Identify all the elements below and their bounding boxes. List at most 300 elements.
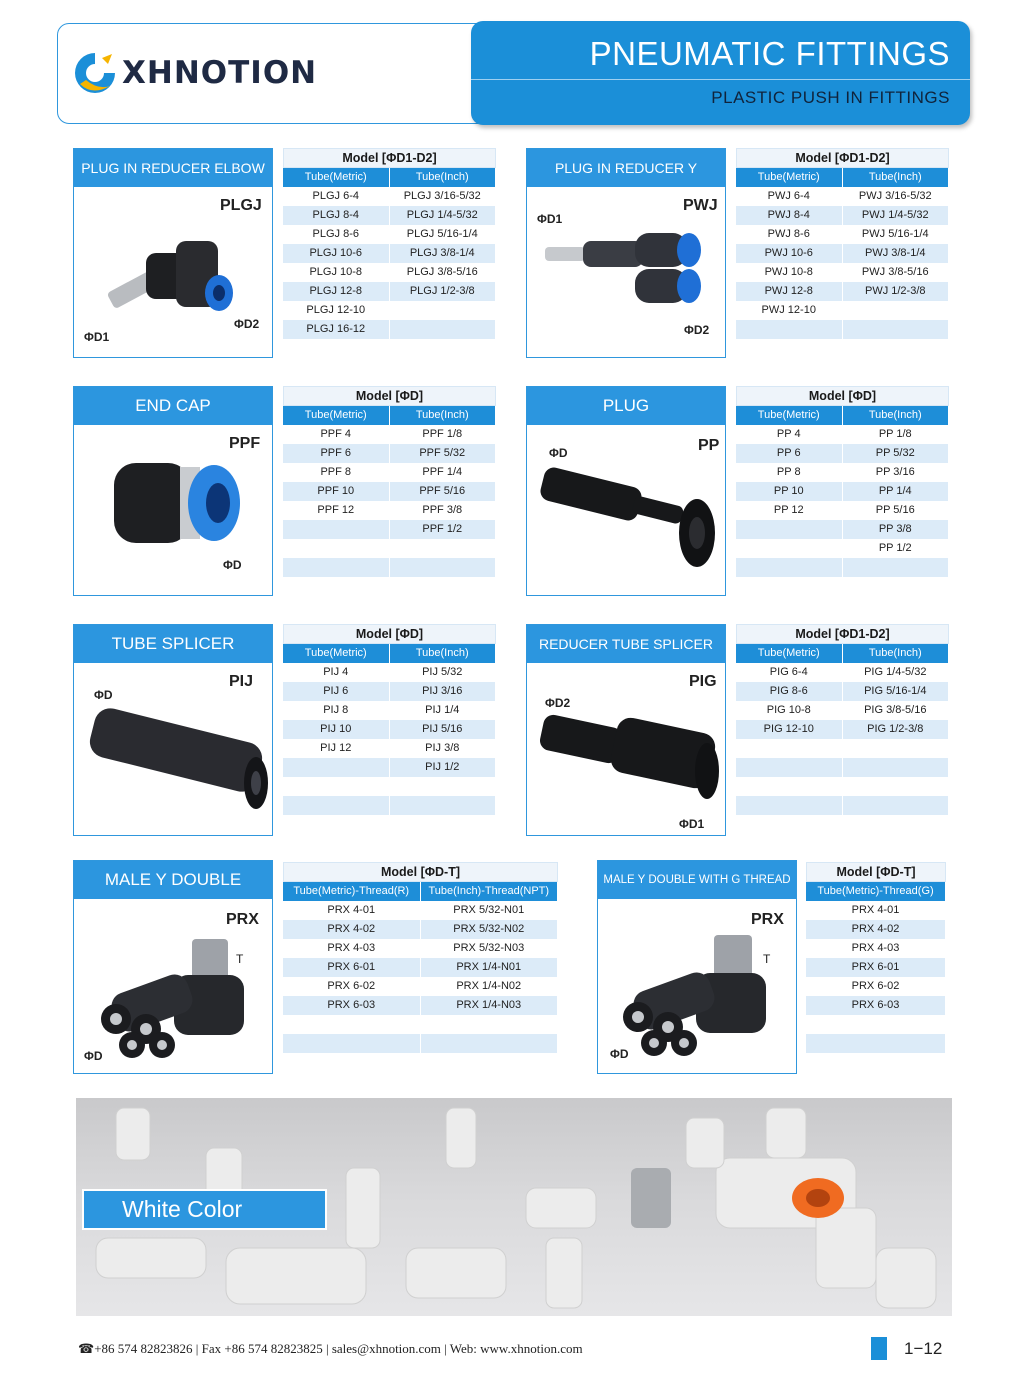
table-cell: PP 1/4 — [843, 482, 950, 501]
table-row — [283, 901, 558, 920]
column-header-cell: Tube(Metric)-Thread(R) — [283, 882, 421, 901]
model-table-prx-2 — [806, 862, 946, 1072]
table-cell: PLGJ 10-6 — [283, 244, 390, 263]
contact-footer — [78, 1341, 583, 1357]
panel-prx-1 — [73, 860, 273, 1074]
table-cell: PP 8 — [736, 463, 843, 482]
table-cell — [283, 1015, 421, 1034]
table-row — [806, 1015, 946, 1034]
brand-logo — [72, 50, 317, 96]
table-cell — [390, 577, 497, 596]
table-cell: PWJ 12-10 — [736, 301, 843, 320]
model-table-pp — [736, 386, 949, 596]
table-cell — [390, 796, 497, 815]
panel-title: MALE Y DOUBLE WITH G THREAD — [598, 861, 796, 899]
table-cell: PRX 4-03 — [283, 939, 421, 958]
table-row — [806, 996, 946, 1015]
table-cell: PP 5/32 — [843, 444, 950, 463]
table-row — [283, 263, 496, 282]
dimension-label-d: ΦD — [84, 1049, 103, 1063]
page-title: PNEUMATIC FITTINGS — [589, 35, 950, 72]
table-row — [806, 1034, 946, 1053]
table-row — [283, 663, 496, 682]
table-cell: PP 5/16 — [843, 501, 950, 520]
table-row — [736, 301, 949, 320]
table-cell: PPF 1/2 — [390, 520, 497, 539]
table-row — [283, 815, 496, 834]
table-row — [283, 339, 496, 358]
table-row — [736, 320, 949, 339]
table-row — [283, 920, 558, 939]
table-cell: PLGJ 3/8-5/16 — [390, 263, 497, 282]
panel-pp — [526, 386, 726, 596]
dimension-label-t: T — [236, 952, 244, 966]
table-model-header: Model [ΦD1-D2] — [283, 148, 496, 168]
table-cell: PWJ 1/2-3/8 — [843, 282, 950, 301]
table-model-header: Model [ΦD1-D2] — [736, 624, 949, 644]
panel-title: PLUG — [527, 387, 725, 425]
white-color-badge: White Color — [82, 1189, 327, 1230]
table-row — [283, 558, 496, 577]
panel-title: PLUG IN REDUCER Y — [527, 149, 725, 187]
table-cell: PIJ 3/16 — [390, 682, 497, 701]
table-cell: PIG 8-6 — [736, 682, 843, 701]
table-cell: PPF 8 — [283, 463, 390, 482]
column-header-cell: Tube(Metric) — [283, 168, 390, 187]
table-row — [806, 1053, 946, 1072]
dimension-label-d1: ΦD1 — [537, 212, 563, 226]
table-cell: PP 12 — [736, 501, 843, 520]
table-column-header — [283, 168, 496, 187]
table-row — [736, 244, 949, 263]
table-row — [283, 225, 496, 244]
table-column-header — [736, 168, 949, 187]
table-cell: PRX 6-01 — [283, 958, 421, 977]
table-cell: PWJ 10-8 — [736, 263, 843, 282]
table-column-header — [806, 882, 946, 901]
model-code: PP — [698, 437, 720, 454]
dimension-label-d1: ΦD1 — [679, 817, 705, 831]
panel-title: REDUCER TUBE SPLICER — [527, 625, 725, 663]
table-row — [283, 1053, 558, 1072]
table-cell: PIG 10-8 — [736, 701, 843, 720]
table-cell: PRX 6-03 — [283, 996, 421, 1015]
table-cell: PP 6 — [736, 444, 843, 463]
table-cell — [390, 320, 497, 339]
y-fitting-image — [539, 225, 719, 321]
table-row — [736, 720, 949, 739]
table-row — [736, 577, 949, 596]
table-cell: PIJ 1/2 — [390, 758, 497, 777]
table-row — [283, 682, 496, 701]
table-cell: PPF 5/32 — [390, 444, 497, 463]
table-row — [736, 263, 949, 282]
xhnotion-logo-icon — [72, 50, 118, 96]
table-cell: PPF 10 — [283, 482, 390, 501]
table-row — [736, 425, 949, 444]
contact-info: +86 574 82823826 | Fax +86 574 82823825 | sales@xhnotion.com | Web: www.xhnotion.com — [94, 1341, 583, 1356]
table-cell — [736, 520, 843, 539]
table-row — [736, 463, 949, 482]
table-cell: PP 10 — [736, 482, 843, 501]
table-cell: PWJ 3/8-1/4 — [843, 244, 950, 263]
model-code: PRX — [751, 911, 784, 928]
page-number: 1−12 — [904, 1339, 943, 1358]
table-cell: PIG 6-4 — [736, 663, 843, 682]
model-code: PLGJ — [220, 197, 262, 214]
tube-splicer-image — [84, 705, 269, 815]
table-row — [283, 958, 558, 977]
table-cell — [390, 815, 497, 834]
table-cell: PRX 5/32-N02 — [421, 920, 559, 939]
table-row — [283, 939, 558, 958]
table-row — [736, 482, 949, 501]
table-cell — [283, 758, 390, 777]
table-cell: PWJ 3/16-5/32 — [843, 187, 950, 206]
table-model-header: Model [ΦD-T] — [806, 862, 946, 882]
table-column-header — [736, 406, 949, 425]
table-cell — [806, 1053, 946, 1072]
table-cell: PPF 4 — [283, 425, 390, 444]
panel-plgj — [73, 148, 273, 358]
table-model-header: Model [ΦD] — [283, 624, 496, 644]
table-cell: PIJ 6 — [283, 682, 390, 701]
table-cell: PLGJ 8-6 — [283, 225, 390, 244]
table-cell: PIG 5/16-1/4 — [843, 682, 950, 701]
table-cell: PRX 4-03 — [806, 939, 946, 958]
table-row — [283, 577, 496, 596]
table-cell — [283, 1034, 421, 1053]
table-cell — [843, 320, 950, 339]
table-row — [806, 958, 946, 977]
table-cell: PLGJ 12-10 — [283, 301, 390, 320]
table-cell: PRX 6-02 — [283, 977, 421, 996]
panel-ppf — [73, 386, 273, 596]
table-column-header — [283, 882, 558, 901]
plug-image — [537, 463, 722, 573]
panel-prx-2 — [597, 860, 797, 1074]
page-number-marker — [871, 1337, 887, 1360]
model-code: PPF — [229, 435, 261, 452]
table-cell: PRX 4-02 — [806, 920, 946, 939]
table-cell — [736, 815, 843, 834]
table-cell: PRX 4-02 — [283, 920, 421, 939]
table-cell: PLGJ 12-8 — [283, 282, 390, 301]
table-row — [283, 520, 496, 539]
model-table-pig — [736, 624, 949, 834]
column-header-cell: Tube(Inch) — [390, 644, 497, 663]
column-header-cell: Tube(Metric)-Thread(G) — [806, 882, 946, 901]
table-cell: PP 1/2 — [843, 539, 950, 558]
table-cell: PIJ 4 — [283, 663, 390, 682]
table-cell: PIG 1/2-3/8 — [843, 720, 950, 739]
table-row — [283, 1034, 558, 1053]
table-row — [736, 796, 949, 815]
table-cell — [843, 301, 950, 320]
table-cell: PRX 6-01 — [806, 958, 946, 977]
dimension-label-d: ΦD — [223, 558, 242, 572]
table-cell — [390, 539, 497, 558]
column-header-cell: Tube(Metric) — [283, 644, 390, 663]
table-cell — [843, 739, 950, 758]
table-cell: PIJ 3/8 — [390, 739, 497, 758]
table-cell — [421, 1034, 559, 1053]
table-row — [736, 501, 949, 520]
page-header — [57, 23, 967, 124]
table-cell — [390, 301, 497, 320]
table-row — [283, 206, 496, 225]
table-cell: PPF 3/8 — [390, 501, 497, 520]
table-row — [736, 682, 949, 701]
table-cell — [390, 558, 497, 577]
table-row — [736, 758, 949, 777]
column-header-cell: Tube(Inch) — [843, 406, 950, 425]
table-cell — [421, 1053, 559, 1072]
table-cell: PPF 5/16 — [390, 482, 497, 501]
panel-pwj — [526, 148, 726, 358]
table-row — [736, 701, 949, 720]
table-cell — [736, 577, 843, 596]
phone-icon: ☎ — [78, 1341, 95, 1356]
table-cell: PPF 12 — [283, 501, 390, 520]
table-row — [283, 482, 496, 501]
page-subtitle: PLASTIC PUSH IN FITTINGS — [711, 88, 950, 107]
table-row — [283, 444, 496, 463]
header-divider — [471, 79, 970, 80]
table-model-header: Model [ΦD] — [736, 386, 949, 406]
table-cell: PLGJ 10-8 — [283, 263, 390, 282]
table-cell — [283, 539, 390, 558]
table-cell — [806, 1015, 946, 1034]
table-row — [283, 320, 496, 339]
table-cell: PIG 12-10 — [736, 720, 843, 739]
model-code: PWJ — [683, 197, 718, 214]
table-cell: PP 1/8 — [843, 425, 950, 444]
model-table-pij — [283, 624, 496, 834]
table-row — [283, 425, 496, 444]
table-cell — [843, 577, 950, 596]
table-cell: PLGJ 1/4-5/32 — [390, 206, 497, 225]
white-fittings-photo — [76, 1098, 952, 1316]
table-cell: PP 3/8 — [843, 520, 950, 539]
table-cell: PWJ 6-4 — [736, 187, 843, 206]
table-column-header — [283, 644, 496, 663]
table-cell: PWJ 1/4-5/32 — [843, 206, 950, 225]
table-cell: PPF 6 — [283, 444, 390, 463]
table-cell: PRX 4-01 — [283, 901, 421, 920]
table-row — [283, 187, 496, 206]
column-header-cell: Tube(Inch)-Thread(NPT) — [421, 882, 559, 901]
dimension-label-t: T — [763, 952, 771, 966]
brand-name: XHNOTION — [122, 55, 318, 91]
panel-title: TUBE SPLICER — [74, 625, 272, 663]
table-cell — [843, 777, 950, 796]
table-cell — [736, 758, 843, 777]
table-row — [806, 901, 946, 920]
panel-title: PLUG IN REDUCER ELBOW — [74, 149, 272, 187]
table-cell — [421, 1015, 559, 1034]
table-cell — [390, 339, 497, 358]
table-row — [283, 796, 496, 815]
table-cell: PWJ 5/16-1/4 — [843, 225, 950, 244]
model-table-pwj — [736, 148, 949, 339]
dimension-label-d: ΦD — [94, 688, 113, 702]
table-cell — [283, 796, 390, 815]
column-header-cell: Tube(Metric) — [736, 644, 843, 663]
table-cell: PPF 1/4 — [390, 463, 497, 482]
table-cell: PIJ 8 — [283, 701, 390, 720]
table-cell — [843, 758, 950, 777]
table-cell: PIJ 12 — [283, 739, 390, 758]
table-column-header — [736, 644, 949, 663]
dimension-label-d1: ΦD1 — [84, 330, 110, 344]
table-cell: PLGJ 8-4 — [283, 206, 390, 225]
table-cell: PIJ 5/32 — [390, 663, 497, 682]
column-header-cell: Tube(Inch) — [843, 644, 950, 663]
table-cell: PRX 6-03 — [806, 996, 946, 1015]
column-header-cell: Tube(Inch) — [390, 406, 497, 425]
table-cell: PRX 1/4-N03 — [421, 996, 559, 1015]
table-cell: PP 4 — [736, 425, 843, 444]
table-cell: PLGJ 3/16-5/32 — [390, 187, 497, 206]
panel-pij — [73, 624, 273, 836]
table-row — [806, 920, 946, 939]
table-cell — [283, 558, 390, 577]
table-model-header: Model [ΦD1-D2] — [736, 148, 949, 168]
table-cell: PWJ 12-8 — [736, 282, 843, 301]
table-row — [736, 777, 949, 796]
table-cell — [736, 796, 843, 815]
model-table-plgj — [283, 148, 496, 358]
table-row — [283, 463, 496, 482]
table-row — [736, 225, 949, 244]
table-row — [283, 758, 496, 777]
table-cell: PWJ 3/8-5/16 — [843, 263, 950, 282]
table-cell — [843, 796, 950, 815]
panel-title: END CAP — [74, 387, 272, 425]
table-row — [806, 939, 946, 958]
table-cell — [736, 320, 843, 339]
dimension-label-d2: ΦD2 — [684, 323, 710, 337]
table-row — [736, 539, 949, 558]
table-row — [283, 777, 496, 796]
column-header-cell: Tube(Inch) — [390, 168, 497, 187]
table-cell: PRX 1/4-N01 — [421, 958, 559, 977]
reducer-splicer-image — [537, 709, 722, 809]
table-cell: PLGJ 1/2-3/8 — [390, 282, 497, 301]
dimension-label-d2: ΦD2 — [545, 696, 571, 710]
table-cell: PIG 3/8-5/16 — [843, 701, 950, 720]
model-table-ppf — [283, 386, 496, 596]
end-cap-image — [110, 453, 250, 553]
table-row — [283, 701, 496, 720]
dimension-label-d2: ΦD2 — [234, 317, 260, 331]
table-cell: PRX 5/32-N03 — [421, 939, 559, 958]
table-cell — [390, 777, 497, 796]
table-cell: PRX 5/32-N01 — [421, 901, 559, 920]
table-row — [283, 539, 496, 558]
table-column-header — [283, 406, 496, 425]
model-table-prx-1 — [283, 862, 558, 1072]
table-row — [736, 558, 949, 577]
male-y-g-thread-image — [616, 931, 786, 1057]
table-cell — [283, 339, 390, 358]
table-cell: PWJ 8-6 — [736, 225, 843, 244]
table-cell — [843, 815, 950, 834]
column-header-cell: Tube(Metric) — [283, 406, 390, 425]
table-cell — [736, 739, 843, 758]
table-cell: PIG 1/4-5/32 — [843, 663, 950, 682]
table-row — [736, 663, 949, 682]
table-cell — [843, 558, 950, 577]
table-model-header: Model [ΦD] — [283, 386, 496, 406]
table-cell — [283, 520, 390, 539]
table-row — [283, 977, 558, 996]
elbow-fitting-image — [94, 221, 244, 331]
table-cell — [283, 577, 390, 596]
table-cell: PWJ 8-4 — [736, 206, 843, 225]
table-cell: PIJ 1/4 — [390, 701, 497, 720]
column-header-cell: Tube(Metric) — [736, 406, 843, 425]
table-cell — [283, 777, 390, 796]
table-cell: PWJ 10-6 — [736, 244, 843, 263]
table-cell: PP 3/16 — [843, 463, 950, 482]
table-row — [283, 1015, 558, 1034]
table-row — [736, 282, 949, 301]
table-row — [736, 739, 949, 758]
table-cell: PPF 1/8 — [390, 425, 497, 444]
table-cell: PLGJ 5/16-1/4 — [390, 225, 497, 244]
table-cell — [736, 558, 843, 577]
table-row — [283, 996, 558, 1015]
table-cell: PRX 6-02 — [806, 977, 946, 996]
model-code: PIJ — [229, 673, 254, 690]
table-cell: PLGJ 16-12 — [283, 320, 390, 339]
column-header-cell: Tube(Metric) — [736, 168, 843, 187]
model-code: PIG — [689, 673, 717, 690]
column-header-cell: Tube(Inch) — [843, 168, 950, 187]
table-row — [806, 977, 946, 996]
table-row — [283, 739, 496, 758]
table-cell — [283, 815, 390, 834]
table-row — [736, 187, 949, 206]
table-row — [283, 301, 496, 320]
dimension-label-d: ΦD — [610, 1047, 629, 1061]
table-row — [283, 244, 496, 263]
table-cell — [736, 539, 843, 558]
table-row — [736, 815, 949, 834]
table-cell: PRX 1/4-N02 — [421, 977, 559, 996]
dimension-label-d: ΦD — [549, 446, 568, 460]
table-cell: PLGJ 6-4 — [283, 187, 390, 206]
table-row — [283, 720, 496, 739]
table-row — [736, 520, 949, 539]
male-y-fitting-image — [92, 933, 262, 1059]
table-row — [283, 501, 496, 520]
table-cell — [736, 777, 843, 796]
table-cell: PIJ 5/16 — [390, 720, 497, 739]
table-row — [736, 444, 949, 463]
header-banner — [471, 21, 970, 125]
table-cell: PLGJ 3/8-1/4 — [390, 244, 497, 263]
table-row — [736, 206, 949, 225]
table-row — [283, 282, 496, 301]
table-cell — [806, 1034, 946, 1053]
panel-title: MALE Y DOUBLE — [74, 861, 272, 899]
panel-pig — [526, 624, 726, 836]
table-model-header: Model [ΦD-T] — [283, 862, 558, 882]
table-cell: PRX 4-01 — [806, 901, 946, 920]
